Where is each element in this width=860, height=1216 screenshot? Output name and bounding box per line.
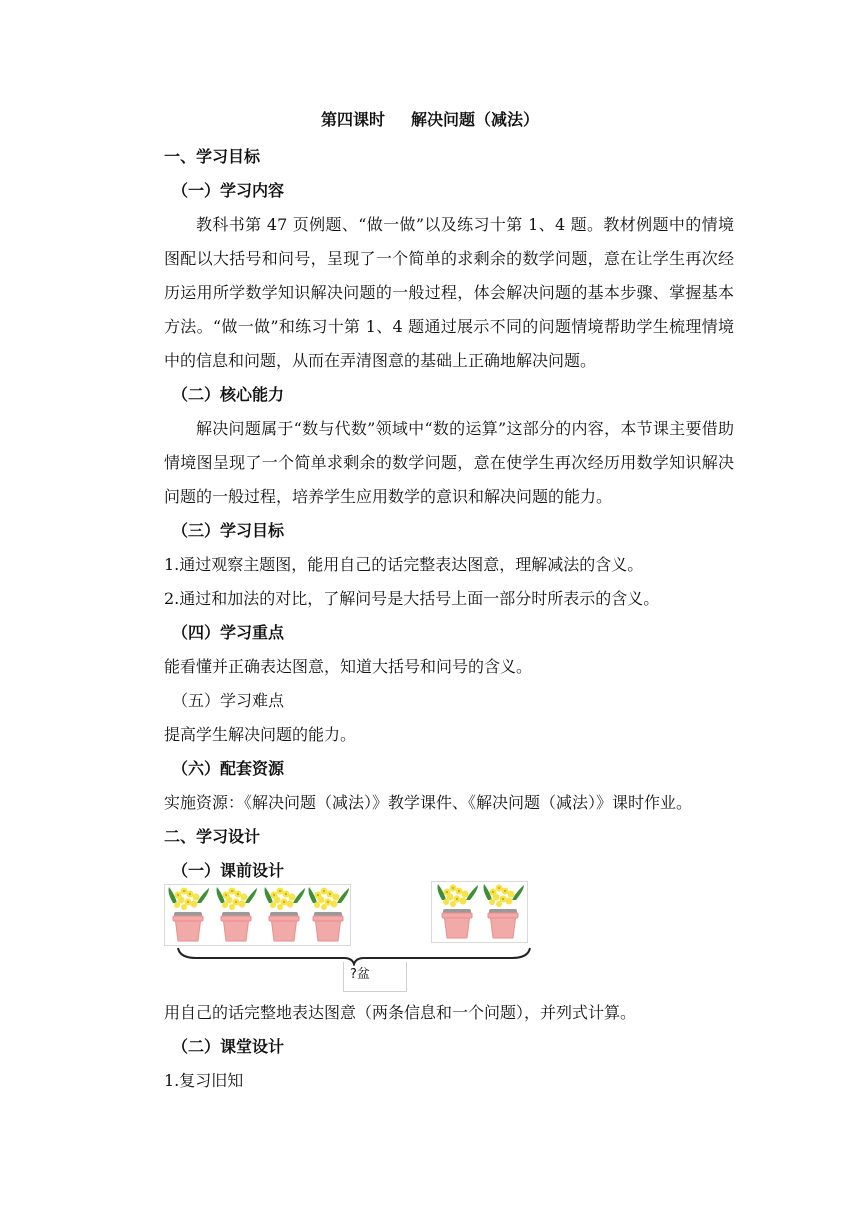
section1-heading: 一、学习目标 xyxy=(164,147,261,166)
key-text: 能看懂并正确表达图意，知道大括号和问号的含义。 xyxy=(164,657,533,676)
flowerpots-left-image xyxy=(165,885,350,945)
resources-text: 实施资源：《解决问题（减法）》教学课件、《解决问题（减法）》课时作业。 xyxy=(164,793,693,812)
ability-heading: （二）核心能力 xyxy=(172,385,285,404)
pre-design-heading: （一）课前设计 xyxy=(172,861,285,880)
difficulty-text: 提高学生解决问题的能力。 xyxy=(164,725,357,744)
flowerpots-right-image xyxy=(432,882,527,942)
content-paragraph: 教科书第 47 页例题、“做一做”以及练习十第 1、4 题。教材例题中的情境图配以大括号和问号，呈现了一个简单的求剩余的数学问题，意在让学生再次经历运用所学数学知识解决问题的一般过程，体会解决问题的基本步骤、掌握基本方法。“做一做”和练习十第 1、4 题通过展示不同的问题情境帮助学生梳理情境中的信息和问题，从而在弄清图意的基础上正确地解决问题。 xyxy=(164,215,734,370)
pre-design-text: 用自己的话完整地表达图意（两条信息和一个问题），并列式计算。 xyxy=(164,1003,637,1022)
ability-paragraph: 解决问题属于“数与代数”领域中“数的运算”这部分的内容，本节课主要借助情境图呈现了一个简单求剩余的数学问题，意在使学生再次经历用数学知识解决问题的一般过程，培养学生应用数学的意识和解决问题的能力。 xyxy=(164,419,734,506)
class-item-1: 1.复习旧知 xyxy=(164,1071,244,1090)
difficulty-heading: （五）学习难点 xyxy=(172,691,285,710)
lesson-topic: 解决问题（减法） xyxy=(411,110,540,129)
flowerpot-group-left xyxy=(164,884,351,946)
key-heading: （四）学习重点 xyxy=(172,623,285,642)
section2-heading: 二、学习设计 xyxy=(164,827,261,846)
content-heading: （一）学习内容 xyxy=(172,181,285,200)
goal-item-1: 1.通过观察主题图，能用自己的话完整表达图意，理解减法的含义。 xyxy=(164,555,644,574)
goal-item-2: 2.通过和加法的对比，了解问号是大括号上面一部分时所表示的含义。 xyxy=(164,589,660,608)
lesson-number: 第四课时 xyxy=(320,110,385,129)
goals-heading: （三）学习目标 xyxy=(172,521,285,540)
class-design-heading: （二）课堂设计 xyxy=(172,1037,285,1056)
resources-heading: （六）配套资源 xyxy=(172,759,285,778)
page-title xyxy=(0,103,860,137)
question-label: ?盆 xyxy=(343,962,407,992)
flowerpot-group-right xyxy=(431,881,528,943)
